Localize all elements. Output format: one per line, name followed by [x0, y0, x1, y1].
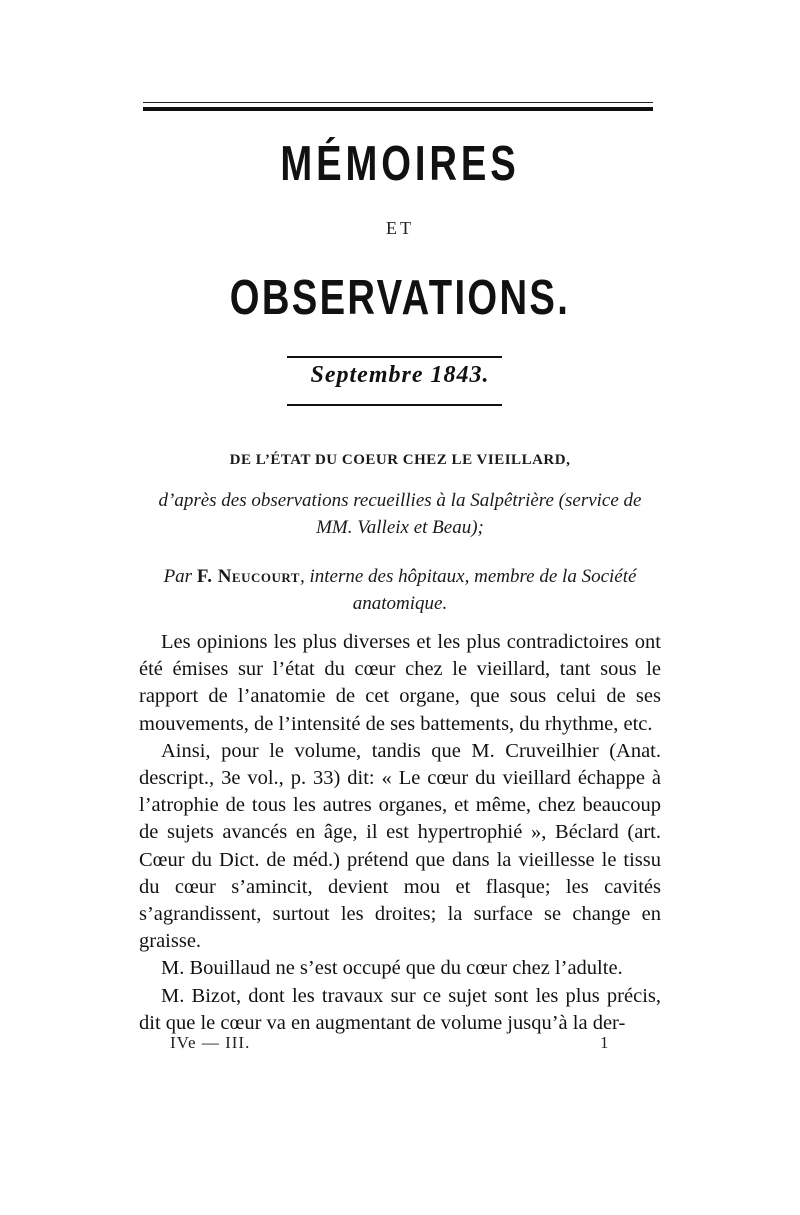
article-byline [130, 563, 670, 617]
byline-author: F. Neucourt [196, 566, 300, 587]
paragraph-3: M. Bouillaud ne s’est occupé que du cœur chez l’adulte. [161, 957, 623, 980]
paragraph-2: Ainsi, pour le volume, tandis que M. Cruveilhier (Anat. descript., 3e vol., p. 33) dit: « Le cœur du vieillard échappe à l’atrophie de tous les autres organes, et même, chez beaucoup de sujets avancés en âge, il est hypertrophié », Béclard (art. Cœur du Dict. de méd.) prétend que dans la vieillesse le tissu du cœur s’amincit, devient mou et flasque; les cavités s’agrandissent, surtout les droites; la surface se change en graisse. [139, 739, 661, 953]
byline-suffix: , interne des hôpitaux, membre de la Société anatomique. [299, 566, 637, 614]
page-number: 1 [600, 1033, 609, 1052]
section-title-conjunction: ET [386, 218, 414, 238]
section-title-memoires: MÉMOIRES [280, 137, 520, 191]
article-body [139, 629, 661, 1037]
issue-date: Septembre 1843. [310, 362, 490, 388]
byline-prefix: Par [163, 566, 193, 587]
date-rule-bottom [287, 404, 502, 406]
section-title-observations: OBSERVATIONS. [229, 271, 571, 325]
paragraph-4: M. Bizot, dont les travaux sur ce sujet sont les plus précis, dit que le cœur va en augmentant de volume jusqu’à la der- [139, 984, 661, 1034]
paragraph-1: Les opinions les plus diverses et les plus contradictoires ont été émises sur l’état du cœur chez le vieillard, tant sous le rapport de l’anatomie de cet organe, que sous celui de ses mouvements, de l’intensité de ses battements, du rhythme, etc. [139, 631, 661, 735]
date-rule-top [287, 356, 502, 358]
signature-mark: IVe — III. [170, 1033, 251, 1052]
header-rule-thin [143, 102, 653, 103]
article-subtitle: d’après des observations recueillies à la Salpêtrière (service de MM. Valleix et Beau); [158, 490, 642, 538]
header-double-rule [143, 102, 653, 114]
article-title: DE L’ÉTAT DU COEUR CHEZ LE VIEILLARD, [229, 452, 571, 468]
header-rule-thick [143, 107, 653, 111]
